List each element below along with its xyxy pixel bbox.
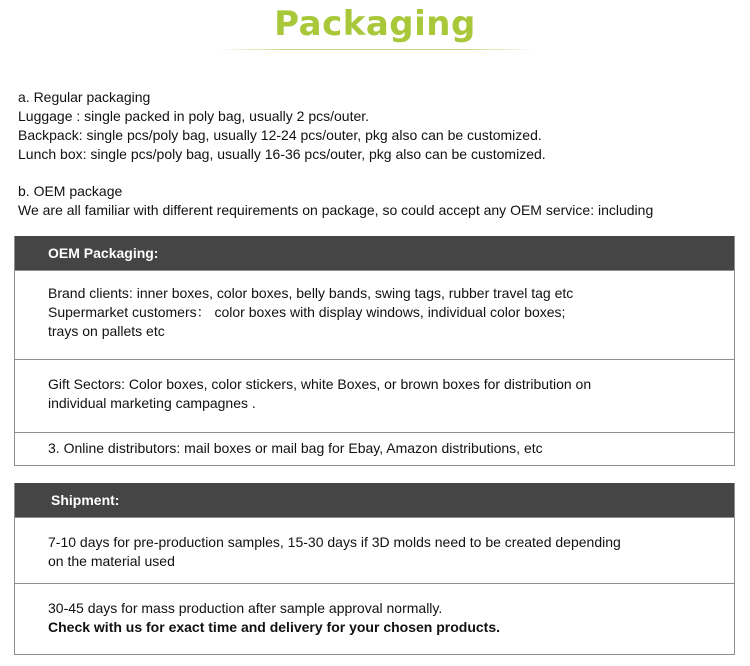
page-title: Packaging <box>274 4 476 44</box>
shipment-table <box>14 483 735 655</box>
oem-package-heading: b. OEM package <box>18 183 123 199</box>
supermarket-line: Supermarket customers： color boxes with display windows, individual color boxes; <box>48 304 566 320</box>
brand-clients-line: Brand clients: inner boxes, color boxes, belly bands, swing tags, rubber travel tag etc <box>48 285 574 301</box>
regular-packaging-section <box>18 88 546 164</box>
oem-packaging-table <box>14 236 735 466</box>
sample-time-line-2: on the material used <box>48 553 175 569</box>
table-row <box>15 359 734 432</box>
shipment-header: Shipment: <box>15 483 734 517</box>
trays-line: trays on pallets etc <box>48 323 165 339</box>
gift-sectors-line: Gift Sectors: Color boxes, color stickers, white Boxes, or brown boxes for distribution on <box>48 376 592 392</box>
online-distributors-line: 3. Online distributors: mail boxes or mail bag for Ebay, Amazon distributions, etc <box>48 440 543 456</box>
table-row <box>15 583 734 654</box>
oem-package-section <box>18 182 653 220</box>
regular-packaging-heading: a. Regular packaging <box>18 89 151 105</box>
oem-package-text: We are all familiar with different requirements on package, so could accept any OEM service: including <box>18 202 654 218</box>
gift-sectors-line-2: individual marketing campagnes . <box>48 395 256 411</box>
table-row <box>15 270 734 359</box>
table-row <box>15 517 734 583</box>
table-row <box>15 432 734 465</box>
lunchbox-line: Lunch box: single pcs/poly bag, usually 16-36 pcs/outer, pkg also can be customized. <box>18 146 546 162</box>
title-divider <box>218 49 534 50</box>
backpack-line: Backpack: single pcs/poly bag, usually 12-24 pcs/outer, pkg also can be customized. <box>18 127 542 143</box>
contact-note: Check with us for exact time and delivery for your chosen products. <box>48 619 500 635</box>
oem-packaging-header: OEM Packaging: <box>15 236 734 270</box>
luggage-line: Luggage : single packed in poly bag, usually 2 pcs/outer. <box>18 108 370 124</box>
mass-production-line: 30-45 days for mass production after sample approval normally. <box>48 600 443 616</box>
sample-time-line: 7-10 days for pre-production samples, 15-30 days if 3D molds need to be created depending <box>48 534 621 550</box>
